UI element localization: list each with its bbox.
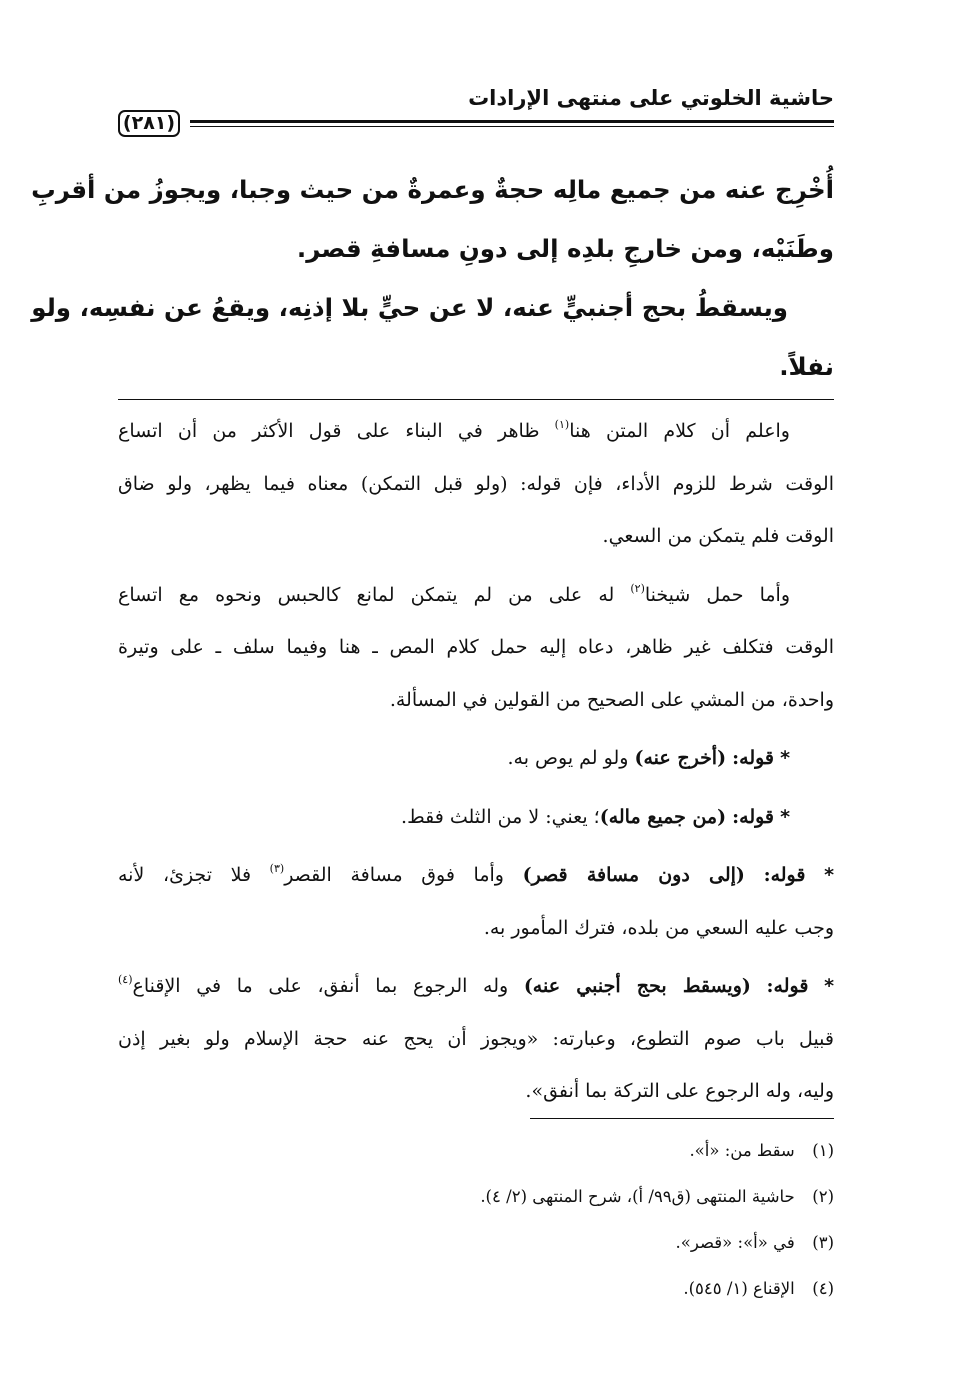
gloss-quote: (أخرج عنه) [634,747,727,769]
footnote-ref: (١) [554,418,570,431]
commentary-text: ظاهر في البناء على قول الأكثر من أن اتساع [118,420,555,442]
footnote [118,1128,834,1174]
star-icon: * [780,747,790,769]
commentary-line: الوقت شرط للزوم الأداء، فإن قوله: (ولو قبل التمكن) معناه فيما يظهر، ولو ضاق [118,472,834,495]
footnote-separator [530,1118,834,1119]
matn-line: وطَنَيْه، ومن خارجِ بلدِه إلى دونِ مسافةِ قصر. [296,234,834,263]
matn-line: أُخْرِج عنه من جميع مالِه حجةٌ وعمرةٌ من حيث وجبا، ويجوزُ من أقربِ [31,175,834,204]
footnote-number: (١) [812,1141,834,1160]
commentary-line [118,405,834,458]
commentary-text: فلا تجزئ، لأنه [118,864,270,886]
footnote-text: سقط من: «أ». [689,1141,795,1160]
footnote [118,1220,834,1266]
matn-line: نفلاً. [779,352,834,381]
star-icon: * [824,864,835,886]
commentary-text: ؛ يعني: لا من الثلث فقط. [401,805,600,828]
footnote-ref: (٢) [630,581,645,595]
footnote-ref: (٣) [269,862,285,875]
footnote [118,1266,834,1312]
page-number: (٢٨١) [118,110,180,137]
commentary-line: الوقت فتكلف غير ظاهر، دعاه إليه حمل كلام المص ـ هنا وفيما سلف ـ على وتيرة [118,636,834,658]
footnote-number: (٢) [812,1187,834,1206]
matn-line: ويسقطُ بحج أجنبيٍّ عنه، لا عن حيٍّ بلا إذنِه، ويقعُ عن نفسِه، ولو [31,293,788,322]
header-rule [190,120,834,127]
star-icon: * [780,805,790,828]
header-title: حاشية الخلوتي على منتهى الإرادات [468,86,834,110]
running-header [118,86,834,144]
commentary [118,405,834,1118]
matn-text [31,160,834,396]
commentary-text: وله الرجوع بما أنفق، على ما في الإقناع [132,975,524,997]
footnotes [118,1128,834,1312]
star-icon: * [824,975,834,997]
commentary-line [118,960,834,1013]
commentary-line: وليه، وله الرجوع على التركة بما أنفق». [525,1080,834,1102]
footnote-number: (٣) [812,1233,834,1252]
commentary-text: ولو لم يوص به. [507,747,635,769]
commentary-text: وأما فوق مسافة القصر [284,864,523,886]
gloss-label: قوله: [766,975,809,997]
gloss-quote: (إلى دون مسافة قصر) [522,864,745,886]
commentary-line: واحدة، من المشي على الصحيح من القولين في المسألة. [389,688,834,711]
gloss-quote: (ويسقط بحج أجنبي عنه) [523,975,751,997]
footnote-ref: (٤) [118,973,133,986]
commentary-line [118,791,834,844]
gloss-label: قوله: [732,747,775,769]
commentary-line [118,732,834,785]
gloss-label: قوله: [732,805,775,828]
commentary-text: وأما حمل شيخنا [644,583,791,606]
footnote-number: (٤) [812,1279,834,1298]
commentary-line: قبيل باب صوم التطوع، وعبارته: «ويجوز أن يحج عنه حجة الإسلام ولو بغير إذن [118,1027,834,1050]
commentary-line [118,849,834,902]
commentary-text: واعلم أن كلام المتن هنا [569,420,790,442]
matn-separator [118,399,834,400]
footnote-text: الإقناع (١/ ٥٤٥). [683,1279,795,1298]
footnote-text: في «أ»: «قصر». [675,1233,795,1252]
commentary-line: الوقت فلم يتمكن من السعي. [602,525,834,547]
footnote-text: حاشية المنتهى (ق٩٩/ أ)، شرح المنتهى (٢/ ٤). [480,1187,795,1206]
commentary-line: وجب عليه السعي من بلده، فترك المأمور به. [483,916,834,939]
commentary-line [118,569,834,622]
footnote [118,1174,834,1220]
gloss-quote: (من جميع ماله) [599,805,727,828]
commentary-text: له على من لم يتمكن لمانع كالحبس ونحوه مع اتساع [118,583,631,606]
gloss-label: قوله: [763,864,806,886]
